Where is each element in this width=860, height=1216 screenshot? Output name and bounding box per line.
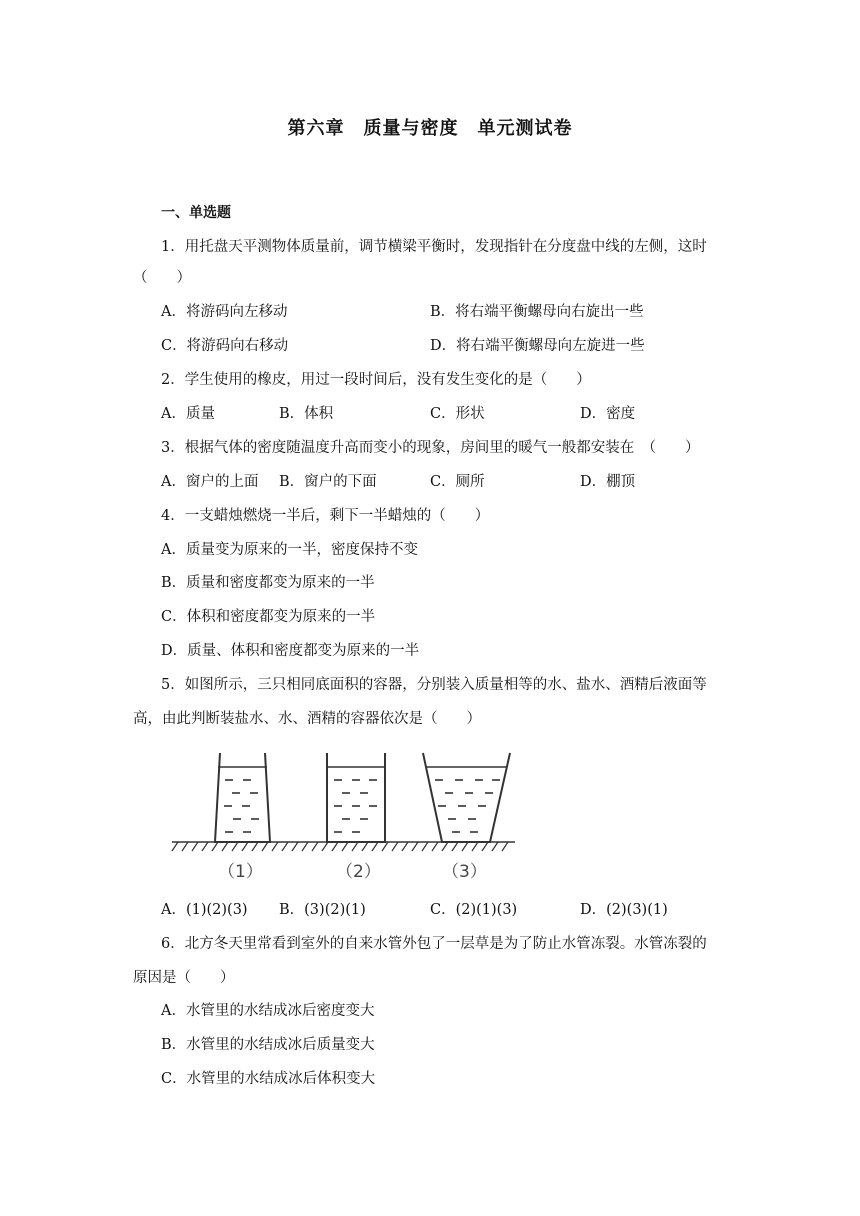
q1-stem-line1: 1．用托盘天平测物体质量前，调节横梁平衡时，发现指针在分度盘中线的左侧，这时 xyxy=(161,239,707,255)
q4-option-d: D．质量、体积和密度都变为原来的一半 xyxy=(161,643,420,659)
q6-stem-line1: 6．北方冬天里常看到室外的自来水管外包了一层草是为了防止水管冻裂。水管冻裂的 xyxy=(161,936,707,952)
q4-option-b: B．质量和密度都变为原来的一半 xyxy=(161,575,375,591)
q5-option-c: C．(2)(1)(3) xyxy=(430,902,518,918)
q5-stem-line2: 高，由此判断装盐水、水、酒精的容器依次是（ ） xyxy=(133,711,481,727)
q4-option-c: C．体积和密度都变为原来的一半 xyxy=(161,609,376,625)
ground-surface xyxy=(172,842,515,851)
q3-option-b: B．窗户的下面 xyxy=(279,474,377,490)
q3-option-a: A．窗户的上面 xyxy=(161,474,259,490)
q5-option-d: D．(2)(3)(1) xyxy=(580,902,668,918)
q3-stem: 3．根据气体的密度随温度升高而变小的现象，房间里的暖气一般都安装在 （ ） xyxy=(161,440,700,456)
figure-label-2: （2） xyxy=(336,862,381,882)
q4-stem: 4．一支蜡烛燃烧一半后，剩下一半蜡烛的（ ） xyxy=(161,508,490,524)
q5-option-b: B．(3)(2)(1) xyxy=(279,902,366,918)
page-title: 第六章 质量与密度 单元测试卷 xyxy=(287,118,573,139)
q6-option-c: C．水管里的水结成冰后体积变大 xyxy=(161,1071,376,1087)
q2-option-b: B．体积 xyxy=(279,406,334,422)
q1-option-d: D．将右端平衡螺母向左旋进一些 xyxy=(430,338,645,354)
q1-stem-line2: （ ） xyxy=(133,270,191,286)
q6-option-a: A．水管里的水结成冰后密度变大 xyxy=(161,1003,375,1019)
q2-stem: 2．学生使用的橡皮，用过一段时间后，没有发生变化的是（ ） xyxy=(161,372,591,388)
q2-option-a: A．质量 xyxy=(161,406,215,422)
q5-option-a: A．(1)(2)(3) xyxy=(161,902,248,918)
q4-option-a: A．质量变为原来的一半，密度保持不变 xyxy=(161,542,418,558)
figure-label-3: （3） xyxy=(442,862,487,882)
container-3 xyxy=(423,753,510,842)
q2-option-d: D．密度 xyxy=(580,406,636,422)
q5-stem-line1: 5．如图所示，三只相同底面积的容器，分别装入质量相等的水、盐水、酒精后液面等 xyxy=(161,677,707,693)
q6-option-b: B．水管里的水结成冰后质量变大 xyxy=(161,1037,375,1053)
q2-option-c: C．形状 xyxy=(430,406,485,422)
section-heading: 一、单选题 xyxy=(161,205,231,221)
q1-option-b: B．将右端平衡螺母向右旋出一些 xyxy=(430,304,644,320)
q3-option-c: C．厕所 xyxy=(430,474,485,490)
q1-option-c: C．将游码向右移动 xyxy=(161,338,289,354)
q3-option-d: D．棚顶 xyxy=(580,474,636,490)
figure-label-1: （1） xyxy=(218,862,263,882)
q6-stem-line2: 原因是（ ） xyxy=(133,970,235,986)
q1-option-a: A．将游码向左移动 xyxy=(161,304,288,320)
containers-figure xyxy=(170,745,520,890)
container-1 xyxy=(215,753,270,842)
container-2 xyxy=(327,753,385,842)
